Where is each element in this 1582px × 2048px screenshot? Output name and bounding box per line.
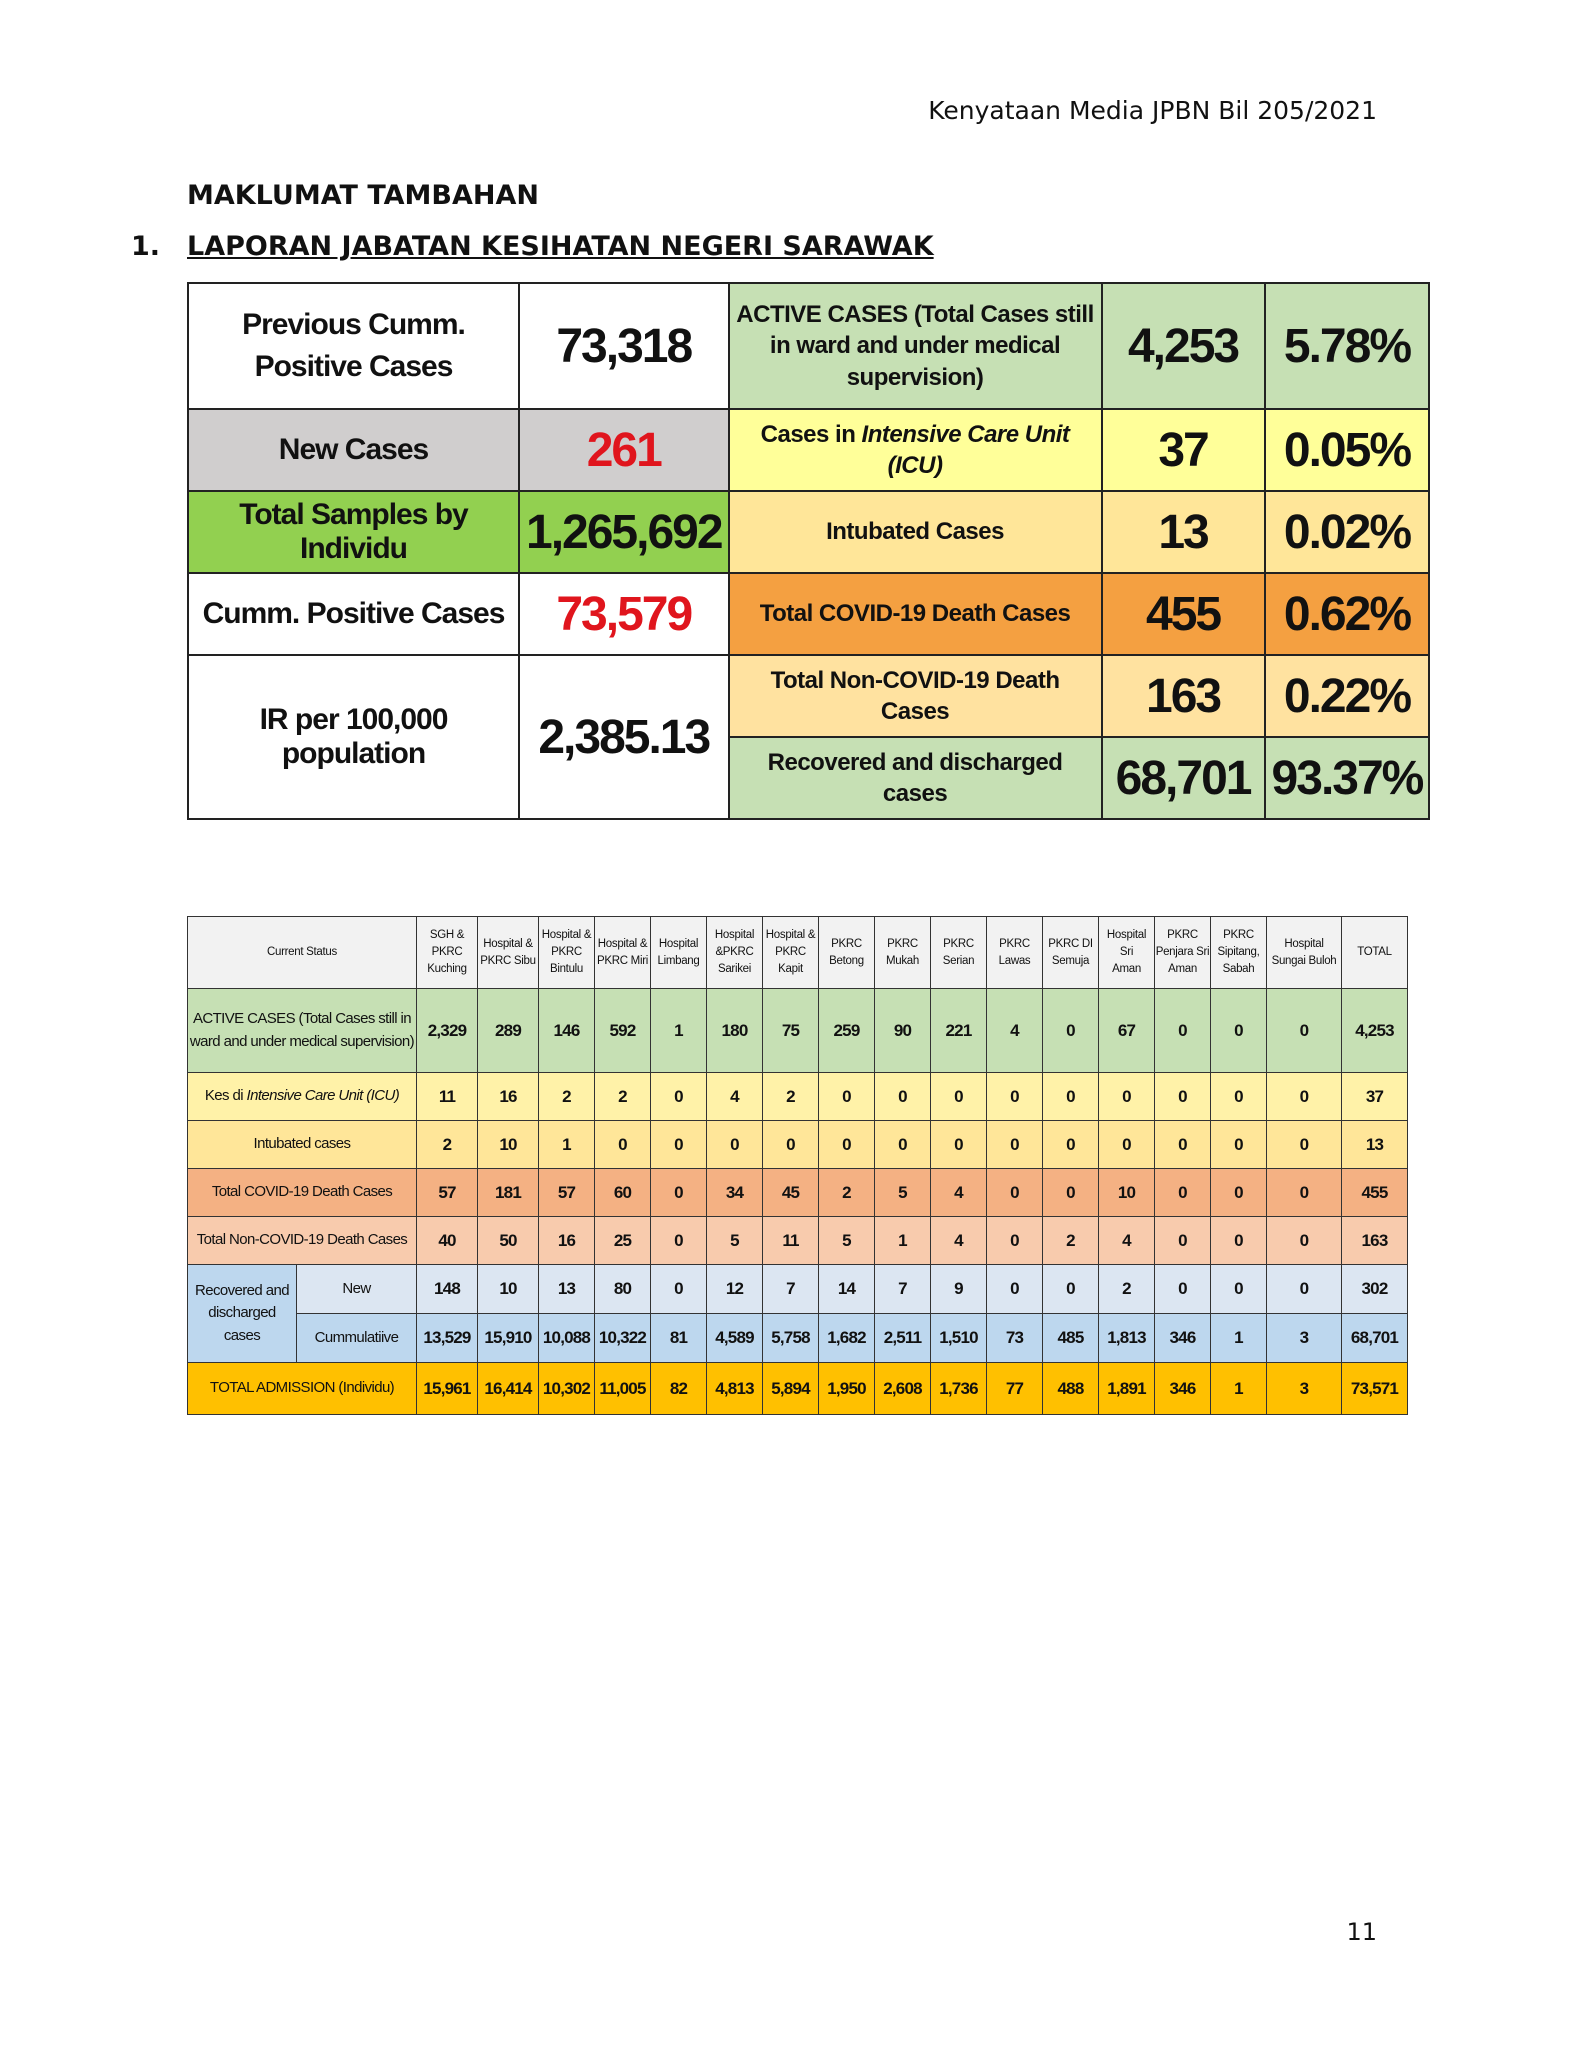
recovered-cumulative-label: Cummulatiive <box>297 1314 417 1363</box>
samples-label: Total Samples by Individu <box>188 491 519 573</box>
data-cell: 2 <box>1043 1217 1099 1265</box>
data-cell: 455 <box>1342 1169 1408 1217</box>
data-cell: 0 <box>1267 1073 1342 1121</box>
data-cell: 2,608 <box>875 1363 931 1415</box>
facility-header-line: Aman <box>1168 962 1197 975</box>
data-cell: 0 <box>1043 1169 1099 1217</box>
section-title: LAPORAN JABATAN KESIHATAN NEGERI SARAWAK <box>187 231 934 262</box>
data-cell: 0 <box>1267 1169 1342 1217</box>
facility-column-header <box>1267 917 1342 989</box>
data-cell: 0 <box>1211 1265 1267 1314</box>
recovered-new-row <box>188 1265 1408 1314</box>
facility-header-line: PKRC <box>1223 929 1254 942</box>
recovered-row-label-line1: Recovered and <box>195 1281 289 1299</box>
data-cell: 0 <box>651 1073 707 1121</box>
recovered-label: Recovered and discharged cases <box>729 737 1102 819</box>
intubated-cases-percent: 0.02% <box>1265 491 1430 573</box>
data-cell: 90 <box>875 989 931 1073</box>
data-cell: 0 <box>1043 1073 1099 1121</box>
facility-header-line: PKRC <box>887 937 918 950</box>
data-cell: 0 <box>1267 1265 1342 1314</box>
facility-column-header <box>707 917 763 989</box>
facility-column-header <box>1342 917 1408 989</box>
data-cell: 0 <box>875 1121 931 1169</box>
data-cell: 11 <box>763 1217 819 1265</box>
active-row-label-line2: ward and under medical supervision) <box>189 1032 415 1050</box>
non-covid-death-value: 163 <box>1102 655 1265 737</box>
data-cell: 77 <box>987 1363 1043 1415</box>
facility-header-line: SGH & <box>429 929 465 942</box>
data-cell: 3 <box>1267 1363 1342 1415</box>
facility-header-line: Hospital Sri <box>1106 929 1147 959</box>
data-cell: 10,088 <box>539 1314 595 1363</box>
facility-header-line: Hospital & <box>483 937 533 950</box>
facility-header-line: Aman <box>1112 962 1141 975</box>
current-status-header: Current Status <box>188 917 417 989</box>
data-cell: 289 <box>478 989 539 1073</box>
data-cell: 0 <box>1043 1265 1099 1314</box>
recovered-new-label: New <box>297 1265 417 1314</box>
data-cell: 67 <box>1099 989 1155 1073</box>
intubated-cases-value: 13 <box>1102 491 1265 573</box>
facility-column-header <box>595 917 651 989</box>
icu-row-label-prefix: Kes di <box>204 1087 247 1105</box>
facility-header-line: PKRC <box>775 946 806 959</box>
data-cell: 73 <box>987 1314 1043 1363</box>
data-cell: 34 <box>707 1169 763 1217</box>
section-heading: MAKLUMAT TAMBAHAN <box>187 180 539 211</box>
data-cell: 0 <box>987 1265 1043 1314</box>
facility-header-line: Kuching <box>427 962 467 975</box>
data-cell: 0 <box>651 1265 707 1314</box>
data-cell: 0 <box>1211 1217 1267 1265</box>
data-cell: 0 <box>1099 1073 1155 1121</box>
active-cases-value: 4,253 <box>1102 283 1265 409</box>
data-cell: 1 <box>651 989 707 1073</box>
recovered-cumulative-row <box>188 1314 1408 1363</box>
facility-column-header <box>478 917 539 989</box>
data-cell: 60 <box>595 1169 651 1217</box>
facility-header-line: PKRC DI <box>1048 937 1093 950</box>
data-cell: 4 <box>707 1073 763 1121</box>
data-cell: 0 <box>1043 1121 1099 1169</box>
data-cell: 0 <box>987 1217 1043 1265</box>
facility-header-line: PKRC Miri <box>597 954 648 967</box>
death-cases-label: Total COVID-19 Death Cases <box>729 573 1102 655</box>
data-cell: 0 <box>987 1169 1043 1217</box>
recovered-percent: 93.37% <box>1265 737 1430 819</box>
facility-column-header <box>1043 917 1099 989</box>
data-cell: 221 <box>931 989 987 1073</box>
data-cell: 0 <box>1211 1169 1267 1217</box>
data-cell: 2,329 <box>417 989 478 1073</box>
data-cell: 68,701 <box>1342 1314 1408 1363</box>
facility-header-line: Hospital & <box>597 937 648 950</box>
facility-header-line: Limbang <box>657 954 700 967</box>
facility-header-line: Sabah <box>1222 962 1255 975</box>
data-cell: 0 <box>595 1121 651 1169</box>
data-cell: 0 <box>931 1073 987 1121</box>
data-cell: 10 <box>478 1121 539 1169</box>
data-cell: 15,910 <box>478 1314 539 1363</box>
recovered-row-label-line3: cases <box>223 1326 261 1344</box>
page-number: 11 <box>1346 1918 1377 1946</box>
data-cell: 0 <box>1155 1073 1211 1121</box>
facility-header-line: Semuja <box>1051 954 1090 967</box>
data-cell: 0 <box>819 1073 875 1121</box>
data-cell: 2 <box>417 1121 478 1169</box>
ir-label: IR per 100,000 population <box>188 655 519 819</box>
data-cell: 0 <box>1155 1121 1211 1169</box>
data-cell: 0 <box>1267 989 1342 1073</box>
active-cases-row <box>188 989 1408 1073</box>
data-cell: 13 <box>1342 1121 1408 1169</box>
data-cell: 0 <box>651 1217 707 1265</box>
data-cell: 14 <box>819 1265 875 1314</box>
data-cell: 0 <box>987 1073 1043 1121</box>
data-cell: 4 <box>931 1169 987 1217</box>
data-cell: 0 <box>1155 1217 1211 1265</box>
facility-header-line: TOTAL <box>1357 946 1392 959</box>
data-cell: 57 <box>539 1169 595 1217</box>
data-cell: 7 <box>763 1265 819 1314</box>
active-row-label <box>188 989 417 1073</box>
facility-header-line: Hospital & <box>541 929 592 942</box>
data-cell: 11,005 <box>595 1363 651 1415</box>
data-cell: 5,894 <box>763 1363 819 1415</box>
facility-header-line: Hospital & <box>765 929 816 942</box>
non-covid-death-label: Total Non-COVID-19 Death Cases <box>729 655 1102 737</box>
data-cell: 0 <box>1155 989 1211 1073</box>
data-cell: 3 <box>1267 1314 1342 1363</box>
facility-header-line: PKRC <box>431 946 463 959</box>
data-cell: 0 <box>1099 1121 1155 1169</box>
data-cell: 50 <box>478 1217 539 1265</box>
recovered-row-label-line2: discharged <box>208 1304 276 1322</box>
data-cell: 7 <box>875 1265 931 1314</box>
data-cell: 0 <box>1211 989 1267 1073</box>
facility-column-header <box>1211 917 1267 989</box>
data-cell: 0 <box>819 1121 875 1169</box>
icu-row-label-italic: Intensive Care Unit (ICU) <box>246 1087 400 1105</box>
data-cell: 4 <box>987 989 1043 1073</box>
facility-column-header <box>931 917 987 989</box>
data-cell: 37 <box>1342 1073 1408 1121</box>
intubated-row <box>188 1121 1408 1169</box>
facility-header-line: Lawas <box>998 954 1031 967</box>
data-cell: 16,414 <box>478 1363 539 1415</box>
icu-cases-value: 37 <box>1102 409 1265 491</box>
data-cell: 259 <box>819 989 875 1073</box>
facility-column-header <box>819 917 875 989</box>
data-cell: 40 <box>417 1217 478 1265</box>
facility-breakdown-table <box>187 916 1408 1415</box>
document-reference: Kenyataan Media JPBN Bil 205/2021 <box>928 96 1377 125</box>
data-cell: 1,891 <box>1099 1363 1155 1415</box>
data-cell: 0 <box>875 1073 931 1121</box>
data-cell: 13 <box>539 1265 595 1314</box>
data-cell: 5 <box>707 1217 763 1265</box>
data-cell: 0 <box>763 1121 819 1169</box>
data-cell: 0 <box>1211 1121 1267 1169</box>
facility-column-header <box>417 917 478 989</box>
data-cell: 15,961 <box>417 1363 478 1415</box>
death-cases-value: 455 <box>1102 573 1265 655</box>
facility-column-header <box>651 917 707 989</box>
data-cell: 81 <box>651 1314 707 1363</box>
facility-header-line: Sipitang, <box>1217 946 1260 959</box>
data-cell: 592 <box>595 989 651 1073</box>
data-cell: 0 <box>1267 1217 1342 1265</box>
data-cell: 1 <box>1211 1314 1267 1363</box>
data-cell: 11 <box>417 1073 478 1121</box>
recovered-value: 68,701 <box>1102 737 1265 819</box>
data-cell: 4,253 <box>1342 989 1408 1073</box>
data-cell: 10 <box>1099 1169 1155 1217</box>
facility-header-line: Bintulu <box>549 962 584 975</box>
data-cell: 0 <box>651 1121 707 1169</box>
prev-cumm-value: 73,318 <box>519 283 729 409</box>
icu-row-label <box>188 1073 417 1121</box>
cumm-positive-value: 73,579 <box>519 573 729 655</box>
data-cell: 0 <box>707 1121 763 1169</box>
non-covid-death-row-label: Total Non-COVID-19 Death Cases <box>188 1217 417 1265</box>
active-cases-label: ACTIVE CASES (Total Cases still in ward and under medical supervision) <box>729 283 1102 409</box>
data-cell: 5,758 <box>763 1314 819 1363</box>
data-cell: 16 <box>478 1073 539 1121</box>
facility-column-header <box>1155 917 1211 989</box>
data-cell: 180 <box>707 989 763 1073</box>
facility-header-line: PKRC <box>1167 929 1198 942</box>
data-cell: 0 <box>1155 1265 1211 1314</box>
death-row-label: Total COVID-19 Death Cases <box>188 1169 417 1217</box>
data-cell: 80 <box>595 1265 651 1314</box>
prev-cumm-label: Previous Cumm. Positive Cases <box>188 283 519 409</box>
facility-header-line: PKRC <box>551 946 582 959</box>
report-title <box>131 231 934 262</box>
data-cell: 302 <box>1342 1265 1408 1314</box>
data-cell: 25 <box>595 1217 651 1265</box>
section-number: 1. <box>131 231 161 262</box>
data-cell: 0 <box>1267 1121 1342 1169</box>
facility-header-line: PKRC <box>943 937 974 950</box>
data-cell: 10 <box>478 1265 539 1314</box>
data-cell: 1,736 <box>931 1363 987 1415</box>
facility-column-header <box>539 917 595 989</box>
icu-label-italic: Intensive Care Unit (ICU) <box>861 420 1070 479</box>
data-cell: 181 <box>478 1169 539 1217</box>
data-cell: 146 <box>539 989 595 1073</box>
data-cell: 2,511 <box>875 1314 931 1363</box>
data-cell: 0 <box>1155 1169 1211 1217</box>
facility-column-header <box>763 917 819 989</box>
facility-header-line: Betong <box>829 954 864 967</box>
data-cell: 0 <box>1043 989 1099 1073</box>
data-cell: 4,813 <box>707 1363 763 1415</box>
facility-header-line: PKRC <box>831 937 862 950</box>
data-cell: 4,589 <box>707 1314 763 1363</box>
icu-label-prefix: Cases in <box>760 420 862 448</box>
facility-header-line: Penjara Sri <box>1155 946 1210 959</box>
data-cell: 488 <box>1043 1363 1099 1415</box>
data-cell: 57 <box>417 1169 478 1217</box>
ir-value: 2,385.13 <box>519 655 729 819</box>
data-cell: 82 <box>651 1363 707 1415</box>
data-cell: 2 <box>1099 1265 1155 1314</box>
data-cell: 346 <box>1155 1314 1211 1363</box>
data-cell: 163 <box>1342 1217 1408 1265</box>
facility-header-line: Mukah <box>885 954 920 967</box>
data-cell: 5 <box>819 1217 875 1265</box>
intubated-cases-label: Intubated Cases <box>729 491 1102 573</box>
new-cases-label: New Cases <box>188 409 519 491</box>
data-cell: 75 <box>763 989 819 1073</box>
active-row-label-line1: ACTIVE CASES (Total Cases still in <box>192 1010 411 1027</box>
facility-column-header <box>875 917 931 989</box>
active-cases-percent: 5.78% <box>1265 283 1430 409</box>
non-covid-death-row <box>188 1217 1408 1265</box>
new-cases-value: 261 <box>519 409 729 491</box>
icu-row <box>188 1073 1408 1121</box>
data-cell: 346 <box>1155 1363 1211 1415</box>
data-cell: 10,302 <box>539 1363 595 1415</box>
data-cell: 1,510 <box>931 1314 987 1363</box>
data-cell: 485 <box>1043 1314 1099 1363</box>
data-cell: 16 <box>539 1217 595 1265</box>
facility-header-line: Serian <box>942 954 975 967</box>
facility-header-line: &PKRC <box>715 946 754 959</box>
facility-header-line: PKRC Sibu <box>480 954 536 967</box>
data-cell: 4 <box>931 1217 987 1265</box>
total-admission-row <box>188 1363 1408 1415</box>
data-cell: 1,813 <box>1099 1314 1155 1363</box>
data-cell: 4 <box>1099 1217 1155 1265</box>
non-covid-death-percent: 0.22% <box>1265 655 1430 737</box>
icu-cases-percent: 0.05% <box>1265 409 1430 491</box>
data-cell: 0 <box>931 1121 987 1169</box>
data-cell: 10,322 <box>595 1314 651 1363</box>
data-cell: 1,682 <box>819 1314 875 1363</box>
recovered-row-label <box>188 1265 297 1363</box>
data-cell: 9 <box>931 1265 987 1314</box>
data-cell: 13,529 <box>417 1314 478 1363</box>
data-cell: 2 <box>763 1073 819 1121</box>
total-admission-label: TOTAL ADMISSION (Individu) <box>188 1363 417 1415</box>
data-cell: 148 <box>417 1265 478 1314</box>
data-cell: 2 <box>819 1169 875 1217</box>
data-cell: 0 <box>1211 1073 1267 1121</box>
summary-table <box>187 282 1430 820</box>
data-cell: 1 <box>875 1217 931 1265</box>
facility-header-line: PKRC <box>999 937 1030 950</box>
cumm-positive-label: Cumm. Positive Cases <box>188 573 519 655</box>
facility-header-line: Hospital <box>1284 937 1324 950</box>
facility-header-line: Hospital <box>658 937 699 950</box>
intubated-row-label: Intubated cases <box>188 1121 417 1169</box>
facility-column-header <box>1099 917 1155 989</box>
facility-header-line: Sarikei <box>717 962 752 975</box>
death-cases-percent: 0.62% <box>1265 573 1430 655</box>
death-row <box>188 1169 1408 1217</box>
facility-header-line: Sungai Buloh <box>1271 954 1337 967</box>
data-cell: 45 <box>763 1169 819 1217</box>
data-cell: 73,571 <box>1342 1363 1408 1415</box>
facility-header-line: Kapit <box>778 962 803 975</box>
data-cell: 5 <box>875 1169 931 1217</box>
data-cell: 12 <box>707 1265 763 1314</box>
samples-value: 1,265,692 <box>519 491 729 573</box>
facility-column-header <box>987 917 1043 989</box>
data-cell: 1 <box>1211 1363 1267 1415</box>
data-cell: 0 <box>651 1169 707 1217</box>
data-cell: 0 <box>987 1121 1043 1169</box>
icu-cases-label <box>729 409 1102 491</box>
data-cell: 2 <box>539 1073 595 1121</box>
data-cell: 1 <box>539 1121 595 1169</box>
data-cell: 1,950 <box>819 1363 875 1415</box>
data-cell: 2 <box>595 1073 651 1121</box>
facility-header-line: Hospital <box>714 929 755 942</box>
